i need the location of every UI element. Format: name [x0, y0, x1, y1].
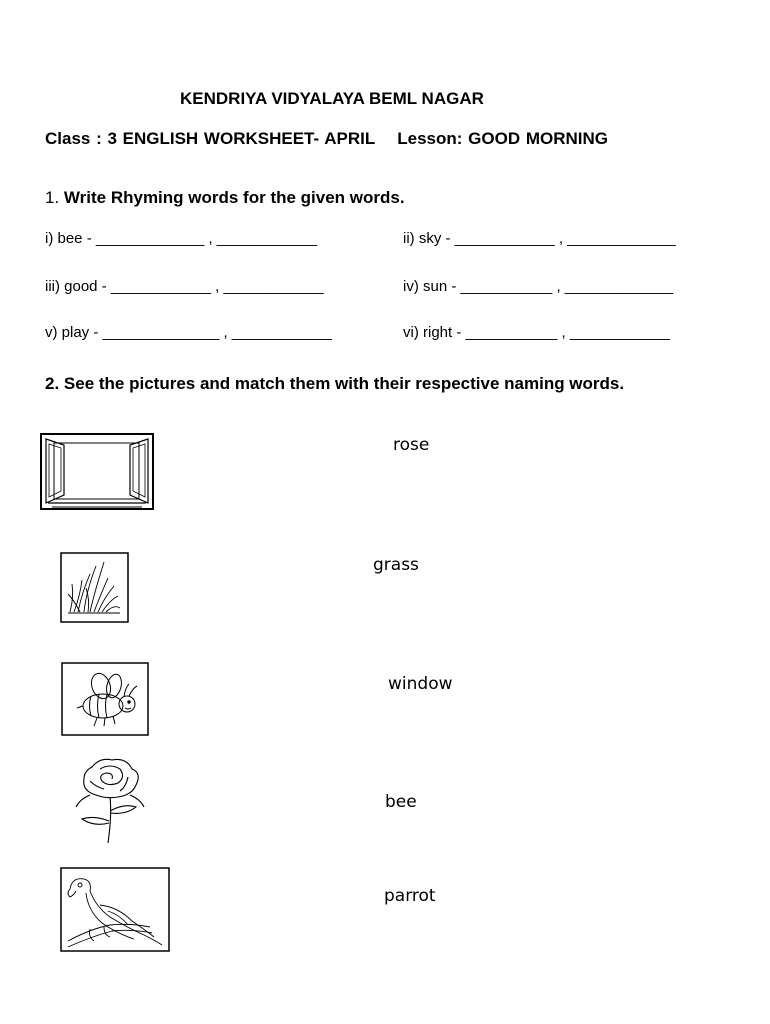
match-word: bee	[385, 792, 417, 812]
rhyme-item[interactable]: v) play - ______________ , ____________	[45, 324, 332, 341]
match-word: grass	[373, 555, 419, 575]
bee-picture	[61, 662, 150, 737]
grass-picture	[60, 552, 130, 624]
question-2-heading: 2. See the pictures and match them with their respective naming words.	[45, 374, 625, 393]
lesson-info: Lesson: GOOD MORNING	[397, 129, 608, 148]
rose-picture	[70, 755, 150, 845]
rhyme-item[interactable]: iv) sun - ___________ , _____________	[403, 278, 674, 295]
rhyme-item[interactable]: vi) right - ___________ , ____________	[403, 324, 670, 341]
question-1-heading	[45, 188, 405, 208]
window-picture	[40, 433, 155, 511]
question-1-number: 1.	[45, 188, 64, 207]
question-1-text: Write Rhyming words for the given words.	[63, 188, 405, 207]
class-info: Class : 3 ENGLISH WORKSHEET- APRIL	[45, 129, 376, 148]
rhyme-item[interactable]: ii) sky - ____________ , _____________	[403, 230, 676, 247]
worksheet-subtitle	[45, 129, 608, 149]
rhyme-item[interactable]: i) bee - _____________ , ____________	[45, 230, 317, 247]
parrot-picture	[60, 867, 171, 953]
school-title: KENDRIYA VIDYALAYA BEML NAGAR	[180, 89, 484, 108]
match-word: rose	[393, 435, 430, 455]
match-word: parrot	[384, 886, 436, 906]
match-word: window	[388, 674, 453, 694]
rhyme-item[interactable]: iii) good - ____________ , ____________	[45, 278, 324, 295]
